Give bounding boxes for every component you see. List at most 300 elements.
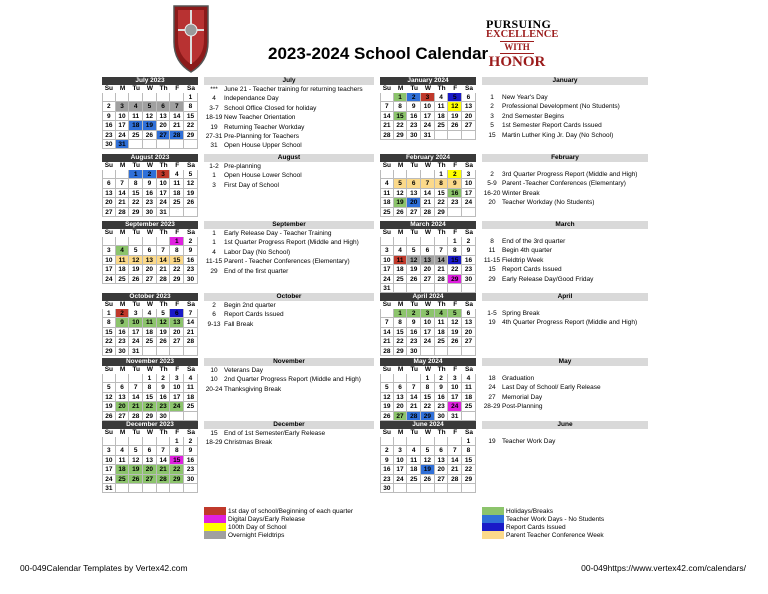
day-cell: 23: [184, 465, 198, 474]
day-cell: 10: [421, 318, 435, 327]
day-cell: 12: [394, 189, 408, 198]
day-cell: [184, 347, 198, 356]
day-cell: 15: [184, 112, 198, 121]
weekday-label: Sa: [464, 429, 473, 436]
day-cell: 19: [102, 402, 116, 411]
day-cell: [170, 484, 184, 493]
day-cell: 25: [407, 475, 421, 484]
day-cell: 3: [421, 309, 435, 318]
day-cell: [407, 284, 421, 293]
day-cell: [157, 347, 171, 356]
weekday-label: W: [146, 301, 153, 308]
day-cell: 29: [129, 208, 143, 217]
day-cell: 10: [129, 318, 143, 327]
day-cell: 20: [462, 112, 476, 121]
day-cell: 1: [102, 309, 116, 318]
event-item: 3 First Day of School: [212, 181, 279, 189]
day-cell: 25: [380, 208, 394, 217]
day-cell: 6: [462, 93, 476, 102]
day-cell: [102, 374, 116, 383]
day-cell: 9: [435, 383, 449, 392]
day-cell: 1: [462, 437, 476, 446]
day-cell: 22: [170, 265, 184, 274]
day-cell: 21: [448, 465, 462, 474]
weekday-label: Tu: [410, 301, 418, 308]
weekday-label: W: [424, 429, 431, 436]
day-cell: 5: [407, 246, 421, 255]
weekday-label: Sa: [464, 229, 473, 236]
day-cell: 23: [380, 475, 394, 484]
weekday-label: Su: [104, 229, 113, 236]
day-cell: 2: [380, 446, 394, 455]
day-cell: 5: [102, 383, 116, 392]
calendar-jul: [102, 77, 198, 149]
weekday-label: Th: [159, 85, 168, 92]
day-cell: 29: [184, 131, 198, 140]
weekday-label: Sa: [464, 301, 473, 308]
day-cell: [184, 140, 198, 149]
day-cell: 19: [394, 198, 408, 207]
day-cell: 10: [102, 256, 116, 265]
event-item: 5 1st Semester Report Cards Issued: [490, 122, 602, 130]
day-cell: 5: [129, 446, 143, 455]
day-cell: 21: [129, 402, 143, 411]
weekday-label: F: [453, 301, 458, 308]
weekday-label: Sa: [464, 162, 473, 169]
day-cell: 17: [157, 189, 171, 198]
day-cell: 8: [421, 383, 435, 392]
day-cell: 27: [157, 131, 171, 140]
day-cell: [157, 437, 171, 446]
weekday-label: Tu: [132, 85, 140, 92]
day-cell: 2: [462, 237, 476, 246]
day-cell: 13: [407, 189, 421, 198]
day-cell: 12: [421, 456, 435, 465]
day-cell: 15: [394, 112, 408, 121]
page-title: 2023-2024 School Calendar: [268, 44, 489, 63]
day-cell: 7: [435, 246, 449, 255]
day-cell: 1: [184, 93, 198, 102]
calendar-nov: [102, 358, 198, 421]
day-cell: [380, 309, 394, 318]
day-cell: [394, 284, 408, 293]
day-cell: 5: [448, 309, 462, 318]
weekday-label: Tu: [410, 366, 418, 373]
day-cell: 17: [102, 265, 116, 274]
legend-item: 1st day of school/Beginning of each quarter: [204, 507, 353, 515]
day-cell: 1: [129, 170, 143, 179]
day-cell: 18: [170, 189, 184, 198]
weekday-label: Th: [437, 229, 446, 236]
day-cell: [129, 484, 143, 493]
day-cell: 17: [129, 328, 143, 337]
events-apr: [482, 293, 648, 328]
weekday-label: Tu: [410, 229, 418, 236]
day-cell: 18: [435, 328, 449, 337]
day-cell: [143, 437, 157, 446]
day-cell: 23: [184, 265, 198, 274]
day-cell: 28: [407, 412, 421, 421]
day-cell: 17: [421, 112, 435, 121]
day-cell: 11: [380, 189, 394, 198]
day-cell: 31: [102, 484, 116, 493]
day-cell: 4: [435, 93, 449, 102]
event-item: 15 Martin Luther King Jr. Day (No School): [488, 131, 614, 139]
legend-item: Digital Days/Early Release: [204, 515, 353, 523]
day-cell: 26: [184, 198, 198, 207]
legend-left: [204, 507, 353, 539]
day-cell: 5: [421, 446, 435, 455]
events-header: July: [204, 77, 374, 85]
day-cell: 6: [421, 246, 435, 255]
events-header: May: [482, 358, 648, 366]
day-cell: 14: [448, 456, 462, 465]
event-item: 31 Open House Upper School: [210, 142, 302, 150]
day-cell: [129, 437, 143, 446]
day-cell: 26: [157, 337, 171, 346]
day-cell: 13: [394, 393, 408, 402]
school-crest-logo: [168, 2, 214, 76]
day-cell: 14: [129, 393, 143, 402]
weekday-label: Sa: [186, 162, 195, 169]
weekday-label: W: [424, 162, 431, 169]
day-cell: [102, 237, 116, 246]
event-item: *** June 21 - Teacher training for returning teachers: [210, 86, 363, 93]
weekday-label: M: [119, 366, 126, 373]
day-cell: 30: [143, 208, 157, 217]
day-cell: 10: [380, 256, 394, 265]
day-cell: [421, 237, 435, 246]
day-cell: 14: [157, 456, 171, 465]
day-cell: 9: [407, 102, 421, 111]
event-item: 2 Begin 2nd quarter: [212, 302, 276, 309]
day-cell: 17: [116, 121, 130, 130]
day-cell: 21: [407, 402, 421, 411]
event-item: 20 Teacher Workday (No Students): [488, 199, 595, 207]
calendar-aug: [102, 154, 198, 217]
day-cell: [380, 237, 394, 246]
month-header: April 2024: [380, 293, 476, 301]
day-cell: 18: [116, 265, 130, 274]
day-cell: 17: [421, 328, 435, 337]
day-cell: [184, 208, 198, 217]
weekday-label: Su: [382, 366, 391, 373]
day-cell: 25: [184, 402, 198, 411]
day-cell: 17: [394, 465, 408, 474]
day-cell: 4: [380, 179, 394, 188]
day-cell: 6: [170, 309, 184, 318]
events-header: August: [204, 154, 374, 162]
day-cell: 11: [116, 456, 130, 465]
day-cell: 25: [143, 337, 157, 346]
day-cell: 2: [184, 437, 198, 446]
legend-swatch: [482, 531, 504, 539]
day-cell: 27: [102, 208, 116, 217]
events-jul: [204, 77, 374, 151]
day-cell: 30: [102, 140, 116, 149]
day-cell: 2: [143, 170, 157, 179]
day-cell: 30: [157, 412, 171, 421]
day-cell: 26: [448, 121, 462, 130]
day-cell: [448, 284, 462, 293]
day-cell: [394, 170, 408, 179]
day-cell: 19: [421, 465, 435, 474]
events-header: November: [204, 358, 374, 366]
events-header: April: [482, 293, 648, 301]
day-cell: 28: [380, 131, 394, 140]
events-oct: [204, 293, 374, 329]
day-cell: [116, 170, 130, 179]
day-cell: [143, 484, 157, 493]
day-cell: 7: [157, 446, 171, 455]
month-header: March 2024: [380, 221, 476, 229]
day-cell: 23: [407, 121, 421, 130]
day-cell: 3: [448, 374, 462, 383]
weekday-label: Th: [159, 229, 168, 236]
weekday-label: M: [119, 429, 126, 436]
day-cell: 10: [462, 179, 476, 188]
day-cell: 12: [143, 112, 157, 121]
weekday-label: Su: [382, 301, 391, 308]
day-cell: [462, 347, 476, 356]
legend-item: 100th Day of School: [204, 523, 353, 531]
day-cell: 7: [129, 383, 143, 392]
day-cell: 8: [143, 383, 157, 392]
weekday-label: Su: [382, 429, 391, 436]
weekday-label: Th: [437, 301, 446, 308]
events-header: March: [482, 221, 648, 229]
event-item: 8 End of the 3rd quarter: [490, 238, 566, 245]
events-dec: [204, 421, 374, 448]
weekday-label: Su: [104, 301, 113, 308]
day-cell: [380, 170, 394, 179]
day-cell: [421, 170, 435, 179]
day-cell: [157, 237, 171, 246]
day-cell: 31: [448, 412, 462, 421]
day-cell: 13: [157, 112, 171, 121]
day-cell: [421, 347, 435, 356]
day-cell: [462, 208, 476, 217]
day-cell: 13: [102, 189, 116, 198]
event-item: 29 End of the first quarter: [210, 267, 289, 275]
weekday-label: Su: [104, 366, 113, 373]
day-cell: [407, 170, 421, 179]
event-item: 27-31 Pre-Planning for Teachers: [205, 132, 300, 140]
month-header: May 2024: [380, 358, 476, 366]
day-cell: 9: [380, 456, 394, 465]
day-cell: 17: [448, 393, 462, 402]
day-cell: 5: [184, 170, 198, 179]
day-cell: 8: [102, 318, 116, 327]
weekday-label: W: [146, 229, 153, 236]
day-cell: 13: [143, 256, 157, 265]
event-item: 1 1st Quarter Progress Report (Middle and High): [212, 239, 359, 247]
weekday-label: Tu: [410, 85, 418, 92]
weekday-label: Su: [104, 162, 113, 169]
day-cell: 10: [448, 383, 462, 392]
weekday-label: M: [397, 85, 404, 92]
day-cell: 31: [116, 140, 130, 149]
weekday-label: Tu: [410, 162, 418, 169]
day-cell: 4: [184, 374, 198, 383]
day-cell: 19: [380, 402, 394, 411]
day-cell: 26: [407, 275, 421, 284]
day-cell: 26: [380, 412, 394, 421]
day-cell: 25: [462, 402, 476, 411]
day-cell: 9: [157, 383, 171, 392]
day-cell: 27: [462, 337, 476, 346]
month-header: October 2023: [102, 293, 198, 301]
day-cell: [380, 437, 394, 446]
events-header: June: [482, 421, 648, 429]
weekday-label: M: [397, 301, 404, 308]
day-cell: [435, 237, 449, 246]
calendar-dec: [102, 421, 198, 493]
day-cell: 16: [380, 465, 394, 474]
day-cell: 6: [435, 446, 449, 455]
day-cell: 28: [116, 208, 130, 217]
day-cell: 21: [380, 337, 394, 346]
day-cell: 8: [170, 246, 184, 255]
day-cell: 2: [102, 102, 116, 111]
day-cell: 31: [421, 131, 435, 140]
day-cell: 15: [394, 328, 408, 337]
day-cell: [157, 484, 171, 493]
day-cell: [421, 484, 435, 493]
day-cell: 3: [129, 309, 143, 318]
day-cell: 13: [143, 456, 157, 465]
day-cell: 29: [462, 475, 476, 484]
day-cell: 22: [143, 402, 157, 411]
day-cell: 14: [435, 256, 449, 265]
day-cell: 29: [435, 208, 449, 217]
day-cell: 10: [394, 456, 408, 465]
weekday-label: Sa: [186, 85, 195, 92]
day-cell: 21: [435, 265, 449, 274]
day-cell: 25: [435, 121, 449, 130]
day-cell: 24: [394, 475, 408, 484]
day-cell: 22: [421, 402, 435, 411]
day-cell: 30: [184, 275, 198, 284]
day-cell: 15: [129, 189, 143, 198]
day-cell: 29: [448, 275, 462, 284]
day-cell: 16: [143, 189, 157, 198]
day-cell: [407, 374, 421, 383]
weekday-label: Sa: [464, 366, 473, 373]
weekday-label: Th: [159, 301, 168, 308]
day-cell: 15: [170, 456, 184, 465]
day-cell: 21: [421, 198, 435, 207]
day-cell: 15: [448, 256, 462, 265]
weekday-label: M: [119, 85, 126, 92]
day-cell: [157, 93, 171, 102]
day-cell: 17: [170, 393, 184, 402]
event-item: 2 Professional Development (No Students): [490, 103, 620, 111]
day-cell: 24: [448, 402, 462, 411]
day-cell: 6: [394, 383, 408, 392]
event-item: 4 Labor Day (No School): [212, 248, 291, 256]
day-cell: [102, 93, 116, 102]
day-cell: 11: [143, 318, 157, 327]
day-cell: 3: [102, 246, 116, 255]
day-cell: 15: [102, 328, 116, 337]
day-cell: 10: [157, 179, 171, 188]
day-cell: 29: [170, 475, 184, 484]
day-cell: 21: [116, 198, 130, 207]
day-cell: 7: [448, 446, 462, 455]
weekday-label: W: [424, 301, 431, 308]
day-cell: 23: [157, 402, 171, 411]
weekday-label: Tu: [132, 301, 140, 308]
day-cell: 22: [102, 337, 116, 346]
weekday-label: M: [397, 162, 404, 169]
day-cell: 15: [143, 393, 157, 402]
weekday-label: Th: [159, 162, 168, 169]
day-cell: 22: [129, 198, 143, 207]
weekday-label: Tu: [132, 229, 140, 236]
day-cell: 1: [421, 374, 435, 383]
weekday-label: Th: [159, 366, 168, 373]
day-cell: 1: [170, 237, 184, 246]
day-cell: 4: [394, 246, 408, 255]
day-cell: 16: [448, 189, 462, 198]
day-cell: 6: [157, 102, 171, 111]
legend-swatch: [482, 515, 504, 523]
day-cell: 2: [435, 374, 449, 383]
day-cell: [462, 412, 476, 421]
day-cell: 16: [407, 112, 421, 121]
day-cell: 9: [462, 246, 476, 255]
day-cell: 16: [462, 256, 476, 265]
day-cell: 1: [394, 309, 408, 318]
day-cell: 23: [116, 337, 130, 346]
legend-swatch: [482, 507, 504, 515]
day-cell: [407, 237, 421, 246]
day-cell: 24: [157, 198, 171, 207]
day-cell: 28: [380, 347, 394, 356]
day-cell: [102, 170, 116, 179]
day-cell: [116, 93, 130, 102]
weekday-label: F: [453, 229, 458, 236]
day-cell: 30: [435, 412, 449, 421]
day-cell: [435, 284, 449, 293]
day-cell: 10: [102, 456, 116, 465]
day-cell: 28: [157, 475, 171, 484]
day-cell: [421, 437, 435, 446]
day-cell: 26: [102, 412, 116, 421]
day-cell: 7: [184, 309, 198, 318]
day-cell: 14: [116, 189, 130, 198]
events-sep: [204, 221, 374, 276]
day-cell: 5: [143, 102, 157, 111]
day-cell: 3: [116, 102, 130, 111]
honor-logo: PURSUING EXCELLENCE WITH HONOR: [486, 17, 559, 70]
day-cell: 8: [435, 179, 449, 188]
day-cell: 18: [394, 265, 408, 274]
day-cell: 27: [394, 412, 408, 421]
day-cell: 2: [448, 170, 462, 179]
day-cell: 28: [170, 131, 184, 140]
day-cell: 16: [184, 256, 198, 265]
day-cell: 5: [380, 383, 394, 392]
day-cell: 20: [143, 265, 157, 274]
day-cell: [102, 437, 116, 446]
day-cell: 17: [380, 265, 394, 274]
day-cell: [170, 208, 184, 217]
legend-swatch: [204, 531, 226, 539]
day-cell: 9: [184, 446, 198, 455]
weekday-label: W: [424, 85, 431, 92]
